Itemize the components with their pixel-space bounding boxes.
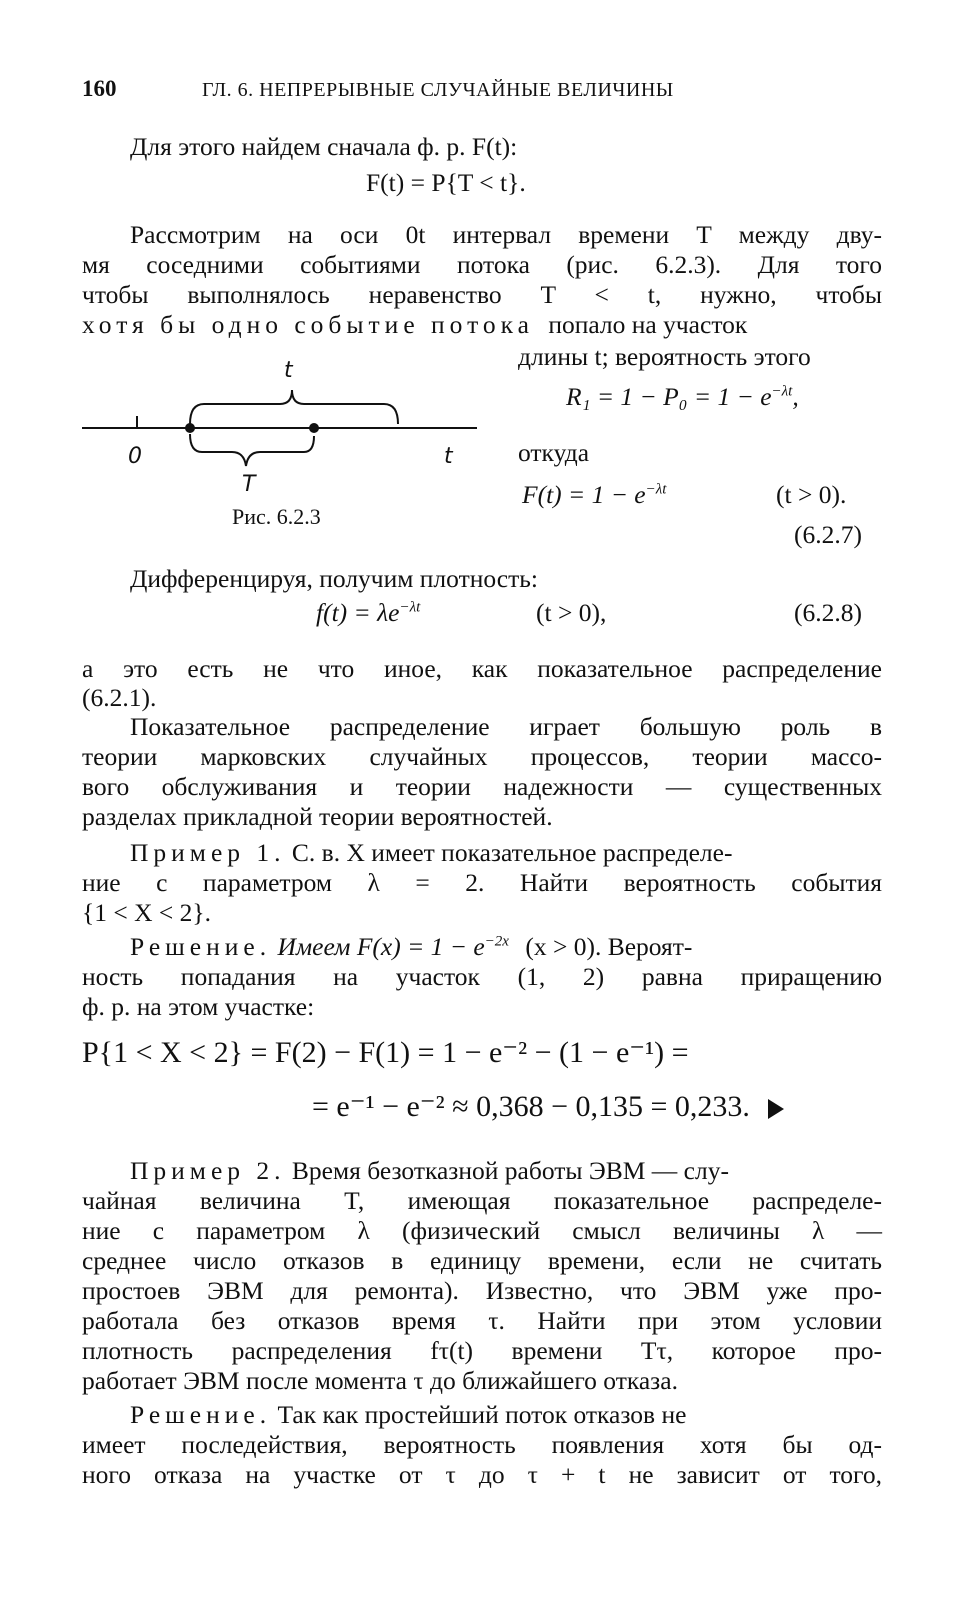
example-2-line: простоев ЭВМ для ремонта). Известно, что ЭВМ уже про- (82, 1276, 882, 1305)
example-2-line: чайная величина T, имеющая показательное распределе- (82, 1186, 882, 1215)
solution-2-text: Так как простейший поток отказов не (277, 1400, 687, 1429)
example-2-line (82, 1156, 882, 1185)
formula-r1-text: R₁ = 1 − P₀ = 1 − e (566, 382, 772, 411)
solution-1-line: ность попадания на участок (1, 2) равна приращению (82, 962, 882, 991)
example-2-line: работала без отказов время τ. Найти при этом условии (82, 1306, 882, 1335)
solution-1-line (82, 932, 882, 961)
figure-label-t-top: t (284, 358, 293, 383)
formula-r1: $R_1 = 1 - P_0 = 1 - e^{-\lambda t}$, (566, 382, 799, 411)
solution-1-exponent: −2x (484, 933, 509, 950)
solution-2-line: ного отказа на участке от τ до τ + t не зависит от того, (82, 1460, 882, 1489)
example-2-line: среднее число отказов в единицу времени, если не считать (82, 1246, 882, 1275)
paragraph-line: чтобы выполнялось неравенство T < t, нужно, чтобы (82, 280, 882, 309)
formula-F-text: F(t) = 1 − e (522, 480, 646, 509)
paragraph-line: мя соседними событиями потока (рис. 6.2.3). Для того (82, 250, 882, 279)
spaced-emphasis: хотя бы одно событие потока (82, 310, 534, 339)
paragraph-line: вого обслуживания и теории надежности — существенных (82, 772, 882, 801)
formula-density-text: f(t) = λe (316, 598, 400, 627)
formula-F-condition: (t > 0). (776, 480, 847, 509)
solution-1-formula: Имеем F(x) = 1 − e (277, 932, 485, 961)
paragraph-line: разделах прикладной теории вероятностей. (82, 802, 553, 831)
paragraph-line: (6.2.1). (82, 683, 157, 712)
formula-probability-1: P{1 < X < 2} = F(2) − F(1) = 1 − e⁻² − (1 − e⁻¹) = (82, 1036, 689, 1069)
example-2-line: работает ЭВМ после момента τ до ближайшего отказа. (82, 1366, 678, 1395)
formula-F (522, 480, 666, 509)
paragraph-line: Показательное распределение играет большую роль в (130, 712, 882, 741)
example-2-line: плотность распределения fτ(t) времени Tτ, которое про- (82, 1336, 882, 1365)
example-1-line: ние с параметром λ = 2. Найти вероятность события (82, 868, 882, 897)
example-1-line: {1 < X < 2}. (82, 898, 212, 927)
example-2-label: Пример 2. (130, 1156, 286, 1185)
paragraph-tail: попало на участок (548, 310, 748, 339)
page-header (82, 70, 882, 104)
example-1-label: Пример 1. (130, 838, 286, 867)
paragraph-line: а это есть не что иное, как показательное распределение (82, 654, 882, 683)
paragraph-right: длины t; вероятность этого (518, 342, 811, 371)
formula-density (316, 598, 420, 627)
equation-number-627: (6.2.7) (794, 520, 862, 549)
example-1-line (82, 838, 882, 867)
figure-6-2-3 (82, 352, 492, 542)
figure-caption: Рис. 6.2.3 (232, 504, 321, 529)
solution-1-label: Решение. (130, 932, 272, 961)
word-otkuda: откуда (518, 438, 590, 467)
formula-density-exponent: −λt (399, 599, 421, 616)
formula-r1-exponent: −λt (771, 383, 793, 400)
paragraph-line (82, 310, 882, 339)
solution-1-tail: (x > 0). Вероят- (525, 932, 693, 961)
example-2-line: ние с параметром λ (физический смысл величины λ — (82, 1216, 882, 1245)
solution-1-line: ф. р. на этом участке: (82, 992, 315, 1021)
formula-density-condition: (t > 0), (536, 598, 607, 627)
page-number: 160 (82, 76, 117, 101)
formula-probability-2-text: = e⁻¹ − e⁻² ≈ 0,368 − 0,135 = 0,233. (312, 1090, 750, 1123)
solution-2-label: Решение. (130, 1400, 272, 1429)
formula-F-exponent: −λt (645, 481, 667, 498)
figure-label-t-axis: t (444, 444, 453, 469)
solution-2-line (82, 1400, 882, 1429)
paragraph-line: Рассмотрим на оси 0t интервал времени T между дву- (130, 220, 882, 249)
solution-2-line: имеет последействия, вероятность появления хотя бы од- (82, 1430, 882, 1459)
formula-cdf: F(t) = P{T < t}. (366, 168, 526, 197)
paragraph-differentiate: Дифференцируя, получим плотность: (130, 564, 538, 593)
paragraph-line: теории марковских случайных процессов, теории массо- (82, 742, 882, 771)
end-of-solution-icon (768, 1099, 784, 1119)
example-2-text: Время безотказной работы ЭВМ — слу- (291, 1156, 729, 1185)
formula-probability-2 (312, 1092, 784, 1121)
example-1-text: С. в. X имеет показательное распределе- (291, 838, 733, 867)
running-title: ГЛ. 6. НЕПРЕРЫВНЫЕ СЛУЧАЙНЫЕ ВЕЛИЧИНЫ (202, 79, 674, 101)
figure-label-T: T (242, 472, 256, 497)
figure-label-zero: 0 (128, 444, 142, 469)
equation-number-628: (6.2.8) (794, 598, 862, 627)
paragraph-intro: Для этого найдем сначала ф. р. F(t): (130, 132, 518, 161)
